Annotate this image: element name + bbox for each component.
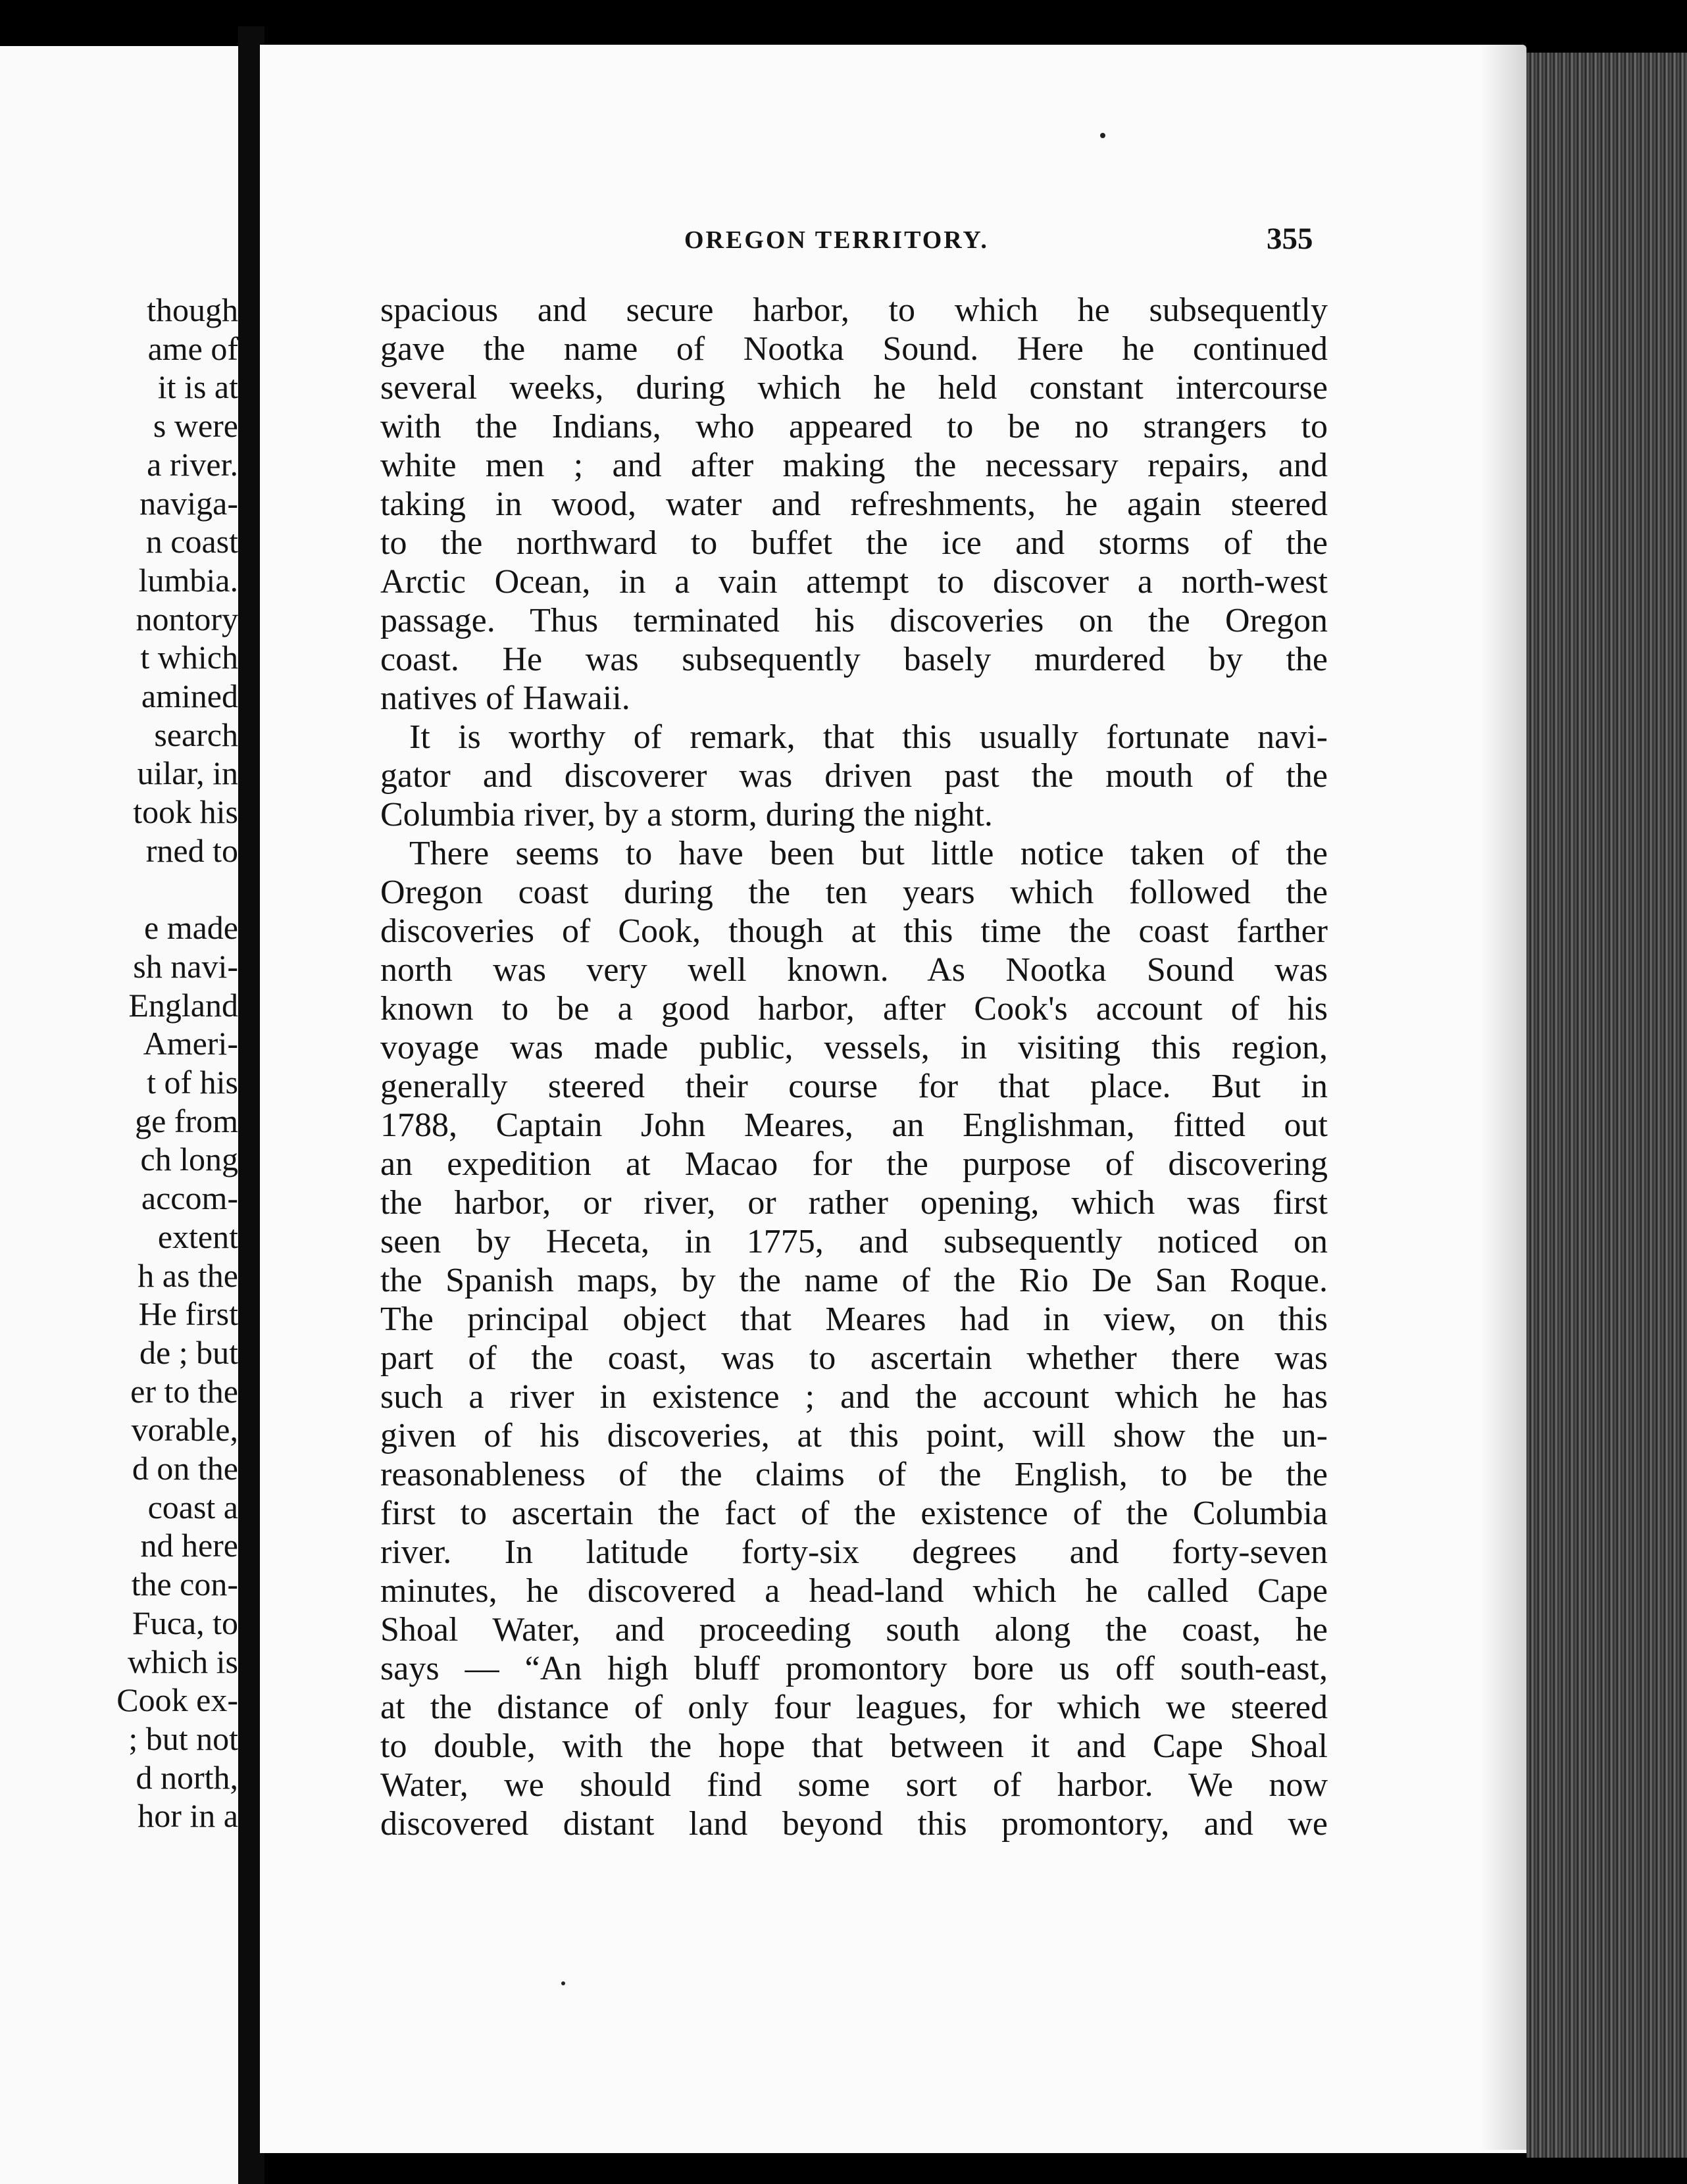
facing-page-line: took his [133,793,238,831]
text-line: generally steered their course for that place. But in [380,1068,1328,1105]
text-line: It is worthy of remark, that this usually fortunate navi- [409,718,1328,756]
facing-page-line: lumbia. [138,561,238,599]
facing-page-line: sh navi- [133,947,238,985]
facing-page-line: nd here [140,1527,238,1564]
text-line: white men ; and after making the necessary repairs, and [380,447,1328,484]
facing-page [0,46,238,2184]
facing-page-line: ame of [147,330,238,367]
page-shadow [1480,45,1526,2150]
facing-page-line: though [147,291,238,328]
text-line: given of his discoveries, at this point, will show the un- [380,1417,1328,1454]
facing-page-line: a river. [147,445,238,483]
facing-page-line: h as the [138,1256,238,1294]
text-line: spacious and secure harbor, to which he subsequently [380,291,1328,329]
facing-page-line: which is [127,1643,238,1680]
facing-page-line: the con- [131,1566,238,1603]
facing-page-line: Cook ex- [116,1681,238,1719]
text-line: the harbor, or river, or rather opening, which was first [380,1184,1328,1222]
facing-page-line: vorable, [131,1411,238,1449]
facing-page-line: t which [140,639,238,676]
text-line: gator and discoverer was driven past the mouth of the [380,757,1328,795]
facing-page-line: uilar, in [137,755,238,792]
facing-page-line: d on the [132,1450,238,1487]
facing-page-line: ch long [140,1141,238,1178]
text-line: gave the name of Nootka Sound. Here he continued [380,330,1328,368]
facing-page-line: Fuca, to [132,1604,238,1641]
facing-page-line: nontory [136,600,238,637]
text-line: There seems to have been but little notice taken of the [409,835,1328,872]
ink-fleck [1100,133,1105,138]
facing-page-line: naviga- [139,484,238,522]
facing-page-line: de ; but [139,1333,238,1371]
running-head: OREGON TERRITORY. [684,226,989,254]
text-line: passage. Thus terminated his discoveries on the Oregon [380,602,1328,639]
text-line: says — “An high bluff promontory bore us off south-east, [380,1650,1328,1687]
text-line: to double, with the hope that between it and Cape Shoal [380,1727,1328,1765]
text-line: seen by Heceta, in 1775, and subsequently noticed on [380,1223,1328,1260]
text-line: reasonableness of the claims of the English, to be the [380,1456,1328,1493]
facing-page-line: hor in a [138,1797,238,1835]
facing-page-line: s were [153,407,238,445]
page-edges [1526,53,1687,2158]
text-line: Columbia river, by a storm, during the night. [380,796,993,833]
text-line: at the distance of only four leagues, for which we steered [380,1689,1328,1726]
facing-page-line: it is at [157,368,238,406]
facing-page-line: accom- [141,1179,238,1217]
text-line: voyage was made public, vessels, in visiting this region, [380,1029,1328,1066]
page-number: 355 [1267,222,1313,256]
text-line: north was very well known. As Nootka Sound was [380,951,1328,989]
text-line: minutes, he discovered a head-land which he called Cape [380,1572,1328,1610]
facing-page-line: ; but not [128,1720,238,1757]
text-line: natives of Hawaii. [380,680,630,717]
text-line: known to be a good harbor, after Cook's account of his [380,990,1328,1028]
text-line: taking in wood, water and refreshments, he again steered [380,485,1328,523]
text-line: Water, we should find some sort of harbor. We now [380,1766,1328,1804]
facing-page-line: amined [141,678,238,714]
text-line: coast. He was subsequently basely murdered by the [380,641,1328,678]
text-line: discoveries of Cook, though at this time the coast farther [380,912,1328,950]
text-line: The principal object that Meares had in view, on this [380,1301,1328,1338]
text-line: Arctic Ocean, in a vain attempt to discover a north-west [380,563,1328,601]
text-line: with the Indians, who appeared to be no strangers to [380,408,1328,445]
facing-page-line: t of his [147,1064,238,1101]
facing-page-line: extent [157,1218,238,1255]
text-line: Oregon coast during the ten years which followed the [380,874,1328,911]
facing-page-line: search [154,716,238,753]
facing-page-line: er to the [130,1372,238,1410]
text-line: an expedition at Macao for the purpose of discovering [380,1145,1328,1183]
text-line: discovered distant land beyond this promontory, and we [380,1805,1328,1843]
facing-page-line: d north, [136,1758,238,1796]
text-line: several weeks, during which he held constant intercourse [380,369,1328,407]
facing-page-line: n coast [145,523,238,560]
facing-page-line: rned to [145,831,238,869]
text-line: river. In latitude forty-six degrees and forty-seven [380,1533,1328,1571]
text-line: 1788, Captain John Meares, an Englishman, fitted out [380,1106,1328,1144]
body-text [380,291,1328,1843]
text-line: part of the coast, was to ascertain whether there was [380,1339,1328,1377]
text-line: Shoal Water, and proceeding south along the coast, he [380,1611,1328,1649]
ink-fleck [561,1981,565,1985]
text-line: the Spanish maps, by the name of the Rio De San Roque. [380,1262,1328,1299]
facing-page-line: He first [138,1295,238,1333]
text-line: to the northward to buffet the ice and storms of the [380,524,1328,562]
facing-page-line: e made [144,909,238,947]
text-line: first to ascertain the fact of the existence of the Columbia [380,1495,1328,1532]
text-line: such a river in existence ; and the account which he has [380,1378,1328,1416]
facing-page-line: England [128,986,238,1024]
facing-page-line: Ameri- [143,1025,238,1062]
facing-page-line: ge from [135,1102,238,1139]
facing-page-line: coast a [147,1488,238,1526]
